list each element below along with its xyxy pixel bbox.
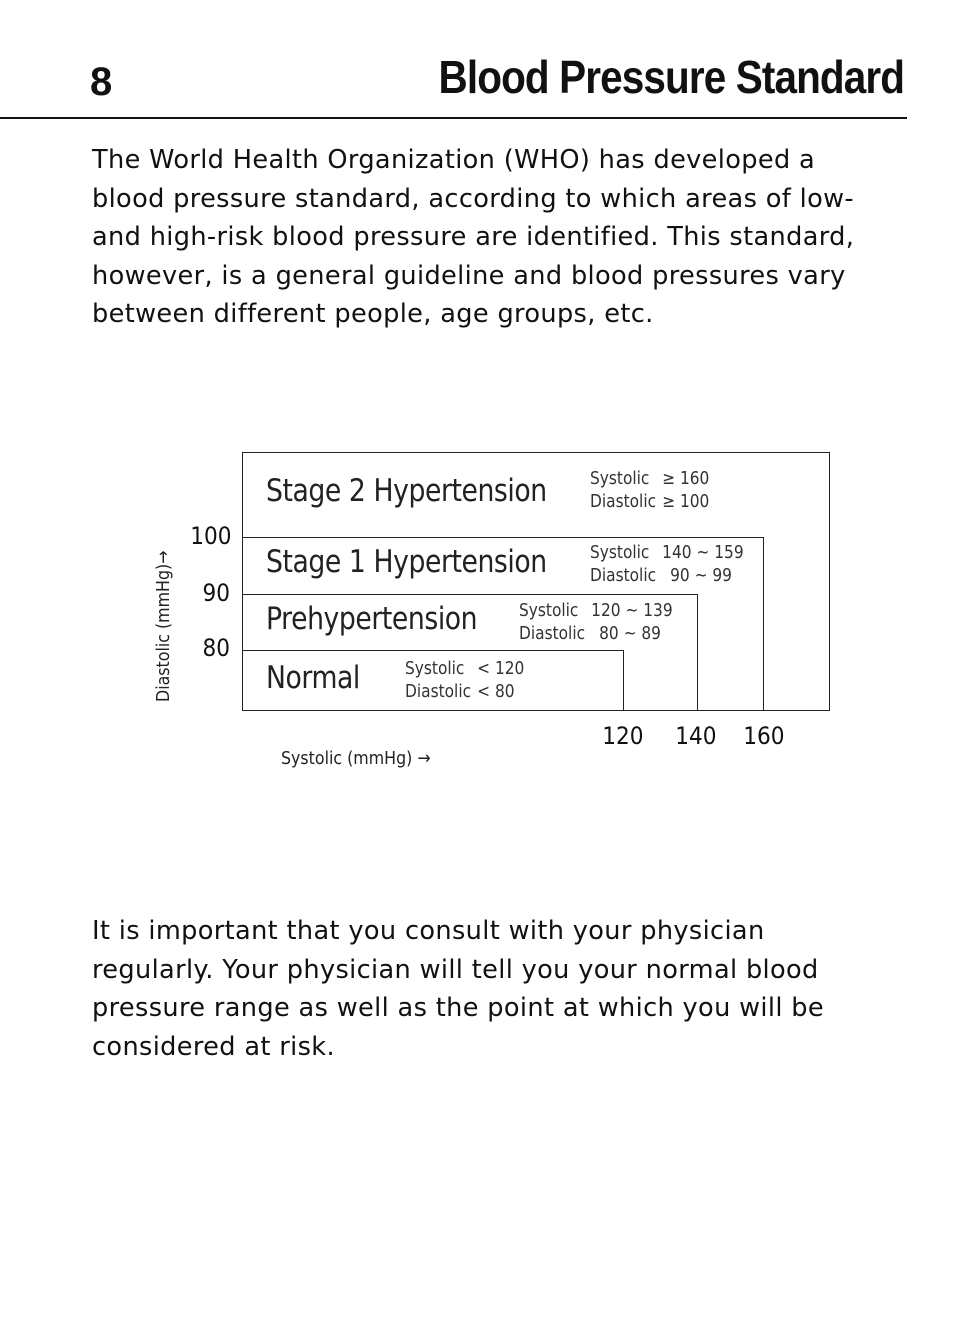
x-axis-label: Systolic (mmHg) →: [281, 748, 431, 769]
zone-box-stage2: [242, 452, 830, 711]
criteria-value: < 120: [477, 659, 525, 679]
header-rule: [0, 117, 907, 119]
zone-criteria-stage1: [590, 542, 744, 588]
page-title: Blood Pressure Standard: [438, 51, 904, 103]
y-tick-80: 80: [202, 634, 231, 662]
zone-criteria-normal: [405, 658, 524, 704]
zone-box-stage1: [242, 537, 764, 711]
outro-paragraph: It is important that you consult with your physician regularly. Your physician will tell you your normal blood pressure range as well as the point at which you will be considered at risk.: [92, 916, 824, 1062]
zone-name-stage1: Stage 1 Hypertension: [266, 544, 547, 580]
criteria-label: Systolic: [590, 543, 650, 563]
y-tick-90: 90: [202, 579, 231, 607]
criteria-label: Diastolic: [405, 682, 472, 702]
criteria-label: Systolic: [405, 659, 465, 679]
criteria-value: 140 ~ 159: [662, 543, 744, 563]
zone-criteria-stage2: [590, 468, 709, 514]
criteria-value: 120 ~ 139: [591, 601, 673, 621]
zone-name-normal: Normal: [266, 660, 360, 696]
intro-paragraph: The World Health Organization (WHO) has developed a blood pressure standard, according to which areas of low- and high-risk blood pressure are identified. This standard, however, is a general guideline and blood pressures vary between different people, age groups, etc.: [92, 145, 855, 330]
criteria-label: Systolic: [590, 469, 650, 489]
criteria-label: Systolic: [519, 601, 579, 621]
zone-name-stage2: Stage 2 Hypertension: [266, 473, 547, 509]
criteria-value: ≥ 160: [662, 469, 710, 489]
criteria-value: ≥ 100: [662, 492, 710, 512]
criteria-value: 90 ~ 99: [670, 566, 732, 586]
x-tick-140: 140: [675, 722, 717, 750]
page-number: 8: [90, 60, 112, 104]
criteria-value: 80 ~ 89: [599, 624, 661, 644]
y-axis-label: Diastolic (mmHg)→: [153, 550, 174, 702]
criteria-label: Diastolic: [519, 624, 586, 644]
zone-name-prehypertension: Prehypertension: [266, 601, 478, 637]
criteria-value: < 80: [477, 682, 515, 702]
zone-box-prehypertension: [242, 594, 698, 711]
criteria-label: Diastolic: [590, 566, 657, 586]
x-tick-120: 120: [602, 722, 644, 750]
x-tick-160: 160: [743, 722, 785, 750]
criteria-label: Diastolic: [590, 492, 657, 512]
zone-box-normal: [242, 650, 624, 711]
zone-criteria-prehypertension: [519, 600, 673, 646]
y-tick-100: 100: [190, 522, 232, 550]
